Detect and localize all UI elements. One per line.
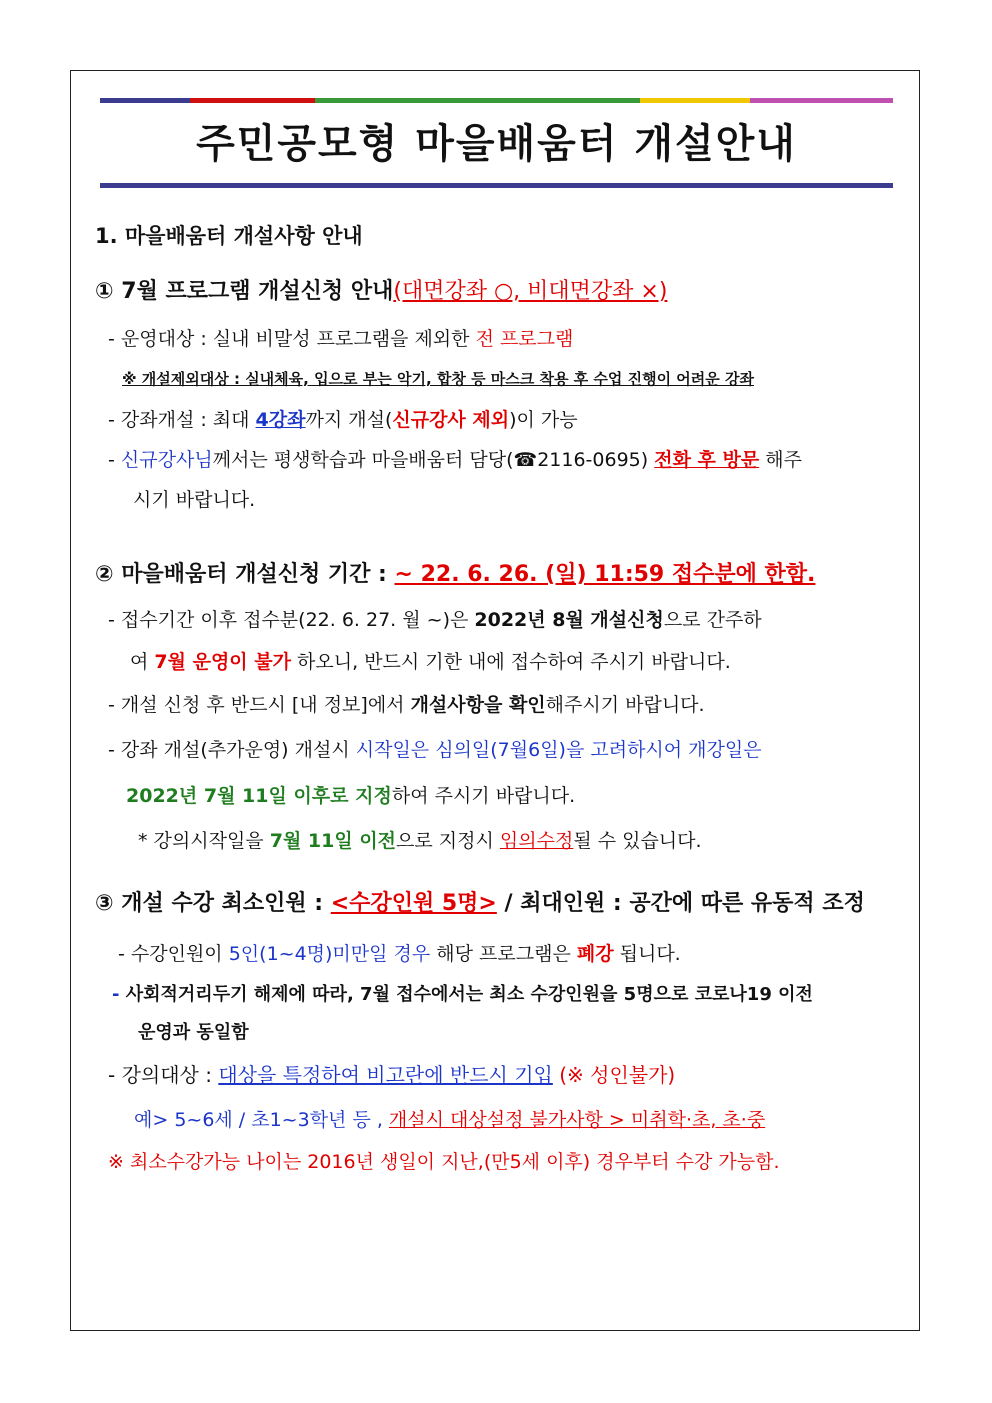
list-item-continuation: 시기 바랍니다.: [133, 489, 256, 511]
text: - 수강인원이: [118, 943, 229, 965]
text: - 강좌 개설(추가운영) 개설시: [108, 739, 356, 761]
text: 사회적거리두기 해제에 따라, 7월 접수에서는 최소 수강인원을 5명으로 코로나19 이전: [125, 984, 813, 1005]
list-item: [108, 406, 578, 434]
text: 하오니, 반드시 기한 내에 접수하여 주시기 바랍니다.: [290, 651, 731, 673]
text: 될 수 있습니다.: [573, 830, 702, 852]
text: - 운영대상 : 실내 비말성 프로그램을 제외한: [108, 328, 476, 350]
list-item: [112, 981, 813, 1009]
highlight: 5인(1~4명)미만일 경우: [228, 943, 431, 965]
subsection-3-heading: [95, 890, 865, 918]
highlight: 7월 운영이 불가: [154, 651, 291, 673]
highlight: 4강좌: [255, 409, 306, 431]
subsection-1-heading: [95, 278, 667, 306]
list-item-continuation: [130, 648, 731, 676]
text: 으로 간주하: [663, 609, 762, 631]
list-item: [108, 736, 762, 764]
subsection-2-heading: [95, 561, 815, 589]
text: 까지 개설(: [305, 409, 393, 431]
text: - 강좌개설 : 최대: [108, 409, 256, 431]
highlight: 신규강사님: [120, 449, 213, 471]
text: 됩니다.: [613, 943, 681, 965]
highlight: 폐강: [576, 943, 614, 965]
section-heading: 1. 마을배움터 개설사항 안내: [95, 224, 363, 248]
list-item-continuation: 운영과 동일함: [138, 1022, 249, 1043]
highlight: 7월 11일 이전: [269, 830, 397, 852]
text: -: [108, 449, 121, 471]
text: - 접수기간 이후 접수분(22. 6. 27. 월 ~)은: [108, 609, 475, 631]
text: 여: [130, 651, 155, 673]
subsection-1-note: (대면강좌 ○, 비대면강좌 ×): [393, 279, 668, 304]
min-enrollment: <수강인원 5명>: [330, 891, 497, 916]
age-note: ※ 최소수강가능 나이는 2016년 생일이 지난,(만5세 이후) 경우부터 수강 가능함.: [108, 1151, 780, 1173]
text: 예> 5~6세 / 초1~3학년 등 ,: [134, 1109, 389, 1131]
text: - 개설 신청 후 반드시 [내 정보]에서: [108, 694, 411, 716]
list-item: [108, 325, 573, 353]
text: * 강의시작일을: [138, 830, 270, 852]
list-item: [108, 1061, 675, 1089]
dash: -: [112, 984, 126, 1005]
text: 해주시기 바랍니다.: [545, 694, 705, 716]
highlight: 개설사항을 확인: [410, 694, 546, 716]
example-line: [134, 1106, 765, 1134]
footnote: [138, 827, 702, 855]
highlight: 임의수정: [499, 830, 574, 852]
subsection-1-title: ① 7월 프로그램 개설신청 안내: [95, 279, 394, 304]
text: 해당 프로그램은: [430, 943, 577, 965]
exclusion-note: ※ 개설제외대상 : 실내체육, 입으로 부는 악기, 합창 등 마스크 착용 후 수업 진행이 어려운 강좌: [122, 370, 754, 388]
text: - 강의대상 :: [108, 1063, 219, 1087]
list-item: [108, 446, 802, 474]
title-color-bar: [100, 98, 893, 103]
text: 하여 주시기 바랍니다.: [391, 785, 576, 807]
text: )이 가능: [509, 409, 578, 431]
max-enrollment: / 최대인원 : 공간에 따른 유동적 조정: [496, 891, 865, 916]
title-underline-bar: [100, 183, 893, 188]
highlight: 2022년 7월 11일 이후로 지정: [126, 785, 392, 807]
text: 으로 지정시: [396, 830, 500, 852]
highlight: (※ 성인불가): [552, 1063, 676, 1087]
page-title: 주민공모형 마을배움터 개설안내: [196, 121, 797, 167]
highlight: 2022년 8월 개설신청: [474, 609, 664, 631]
highlight: 전화 후 방문: [654, 449, 760, 471]
highlight: 개설시 대상설정 불가사항 > 미취학·초, 초·중: [388, 1109, 766, 1131]
subsection-2-title: ② 마을배움터 개설신청 기간 :: [95, 562, 395, 587]
highlight: 전 프로그램: [475, 328, 574, 350]
highlight: 대상을 특정하여 비고란에 반드시 기입: [218, 1063, 553, 1087]
highlight: 신규강사 제외: [392, 409, 510, 431]
list-item: [108, 691, 705, 719]
list-item-continuation: [126, 782, 575, 810]
subsection-3-title: ③ 개설 수강 최소인원 :: [95, 891, 331, 916]
text: 해주: [759, 449, 802, 471]
deadline: ~ 22. 6. 26. (일) 11:59 접수분에 한함.: [394, 562, 816, 587]
list-item: [108, 606, 762, 634]
highlight: 시작일은 심의일(7월6일)을 고려하시어 개강일은: [355, 739, 762, 761]
text: 께서는 평생학습과 마을배움터 담당(☎2116-0695): [212, 449, 655, 471]
list-item: [118, 940, 681, 968]
